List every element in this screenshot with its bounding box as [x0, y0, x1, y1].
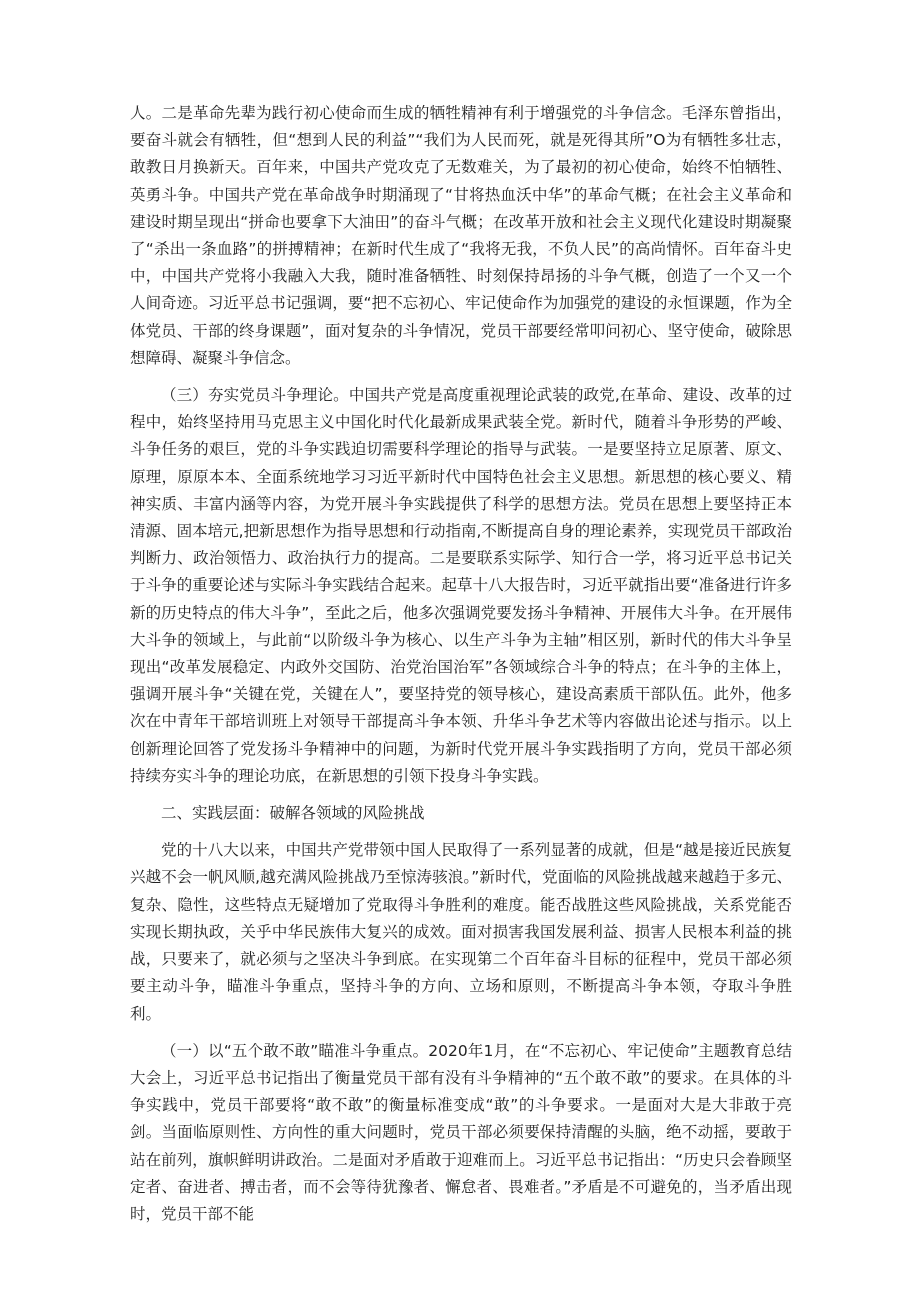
paragraph-risk-challenges: 党的十八大以来，中国共产党带领中国人民取得了一系列显著的成就，但是“越是接近民族复兴越不会一帆风顺,越充满风险挑战乃至惊涛骇浪。”新时代，党面临的风险挑战越来越趋于多元、复杂、隐性，这些特点无疑增加了党取得斗争胜利的难度。能否战胜这些风险挑战，关系党能否实现长期执政，关乎中华民族伟大复兴的成效。面对损害我国发展利益、损害人民根本利益的挑战，只要来了，就必须与之坚决斗争到底。在实现第二个百年奋斗目标的征程中，党员干部必须要主动斗争，瞄准斗争重点，坚持斗争的方向、立场和原则，不断提高斗争本领，夺取斗争胜利。 — [130, 841, 792, 1023]
paragraph-strengthen-theory: （三）夯实党员斗争理论。中国共产党是高度重视理论武装的政党,在革命、建设、改革的过程中，始终坚持用马克思主义中国化时代化最新成果武装全党。新时代，随着斗争形势的严峻、斗争任务的艰巨，党的斗争实践迫切需要科学理论的指导与武装。一是要坚持立足原著、原文、原理，原原本本、全面系统地学习习近平新时代中国特色社会主义思想。新思想的核心要义、精神实质、丰富内涵等内容，为党开展斗争实践提供了科学的思想方法。党员在思想上要坚持正本清源、固本培元,把新思想作为指导思想和行动指南,不断提高自身的理论素养，实现党员干部政治判断力、政治领悟力、政治执行力的提高。二是要联系实际学、知行合一学，将习近平总书记关于斗争的重要论述与实际斗争实践结合起来。起草十八大报告时，习近平就指出要“准备进行许多新的历史特点的伟大斗争”，至此之后，他多次强调党要发扬斗争精神、开展伟大斗争。在开展伟大斗争的领域上，与此前“以阶级斗争为核心、以生产斗争为主轴”相区别，新时代的伟大斗争呈现出“改革发展稳定、内政外交国防、治党治国治军”各领域综合斗争的特点；在斗争的主体上，强调开展斗争“关键在党，关键在人”，要坚持党的领导核心，建设高素质干部队伍。此外，他多次在中青年干部培训班上对领导干部提高斗争本领、升华斗争艺术等内容做出论述与指示。以上创新理论回答了党发扬斗争精神中的问题，为新时代党开展斗争实践指明了方向，党员干部必须持续夯实斗争的理论功底，在新思想的引领下投身斗争实践。 — [130, 386, 792, 785]
section-heading-practice: 二、实践层面：破解各领域的风险挑战 — [161, 804, 425, 823]
paragraph-five-dare: （一）以“五个敢不敢”瞄准斗争重点。2020年1月，在“不忘初心、牢记使命”主题教育总结大会上，习近平总书记指出了衡量党员干部有没有斗争精神的“五个敢不敢”的要求。在具体的斗争实践中，党员干部要将“敢不敢”的衡量标准变成“敢”的斗争要求。一是面对大是大非敢于亮剑。当面临原则性、方向性的重大问题时，党员干部必须要保持清醒的头脑，绝不动摇，要敢于站在前列，旗帜鲜明讲政治。二是面对矛盾敢于迎难而上。习近平总书记指出：“历史只会眷顾坚定者、奋进者、搏击者，而不会等待犹豫者、懈怠者、畏难者。”矛盾是不可避免的，当矛盾出现时，党员干部不能 — [130, 1041, 792, 1223]
paragraph-sacrifice-spirit: 人。二是革命先辈为践行初心使命而生成的牺牲精神有利于增强党的斗争信念。毛泽东曾指出，要奋斗就会有牺牲，但“想到人民的利益”“我们为人民而死，就是死得其所”O为有牺牲多壮志，敢教日月换新天。百年来，中国共产党攻克了无数难关，为了最初的初心使命，始终不怕牺牲、英勇斗争。中国共产党在革命战争时期涌现了“甘将热血沃中华”的革命气概；在社会主义革命和建设时期呈现出“拼命也要拿下大油田”的奋斗气概；在改革开放和社会主义现代化建设时期凝聚了“杀出一条血路”的拼搏精神；在新时代生成了“我将无我，不负人民”的高尚情怀。百年奋斗史中，中国共产党将小我融入大我，随时准备牺牲、时刻保持昂扬的斗争气概，创造了一个又一个人间奇迹。习近平总书记强调，要“把不忘初心、牢记使命作为加强党的建设的永恒课题，作为全体党员、干部的终身课题”，面对复杂的斗争情况，党员干部要经常叩问初心、坚守使命，破除思想障碍、凝聚斗争信念。 — [130, 104, 792, 367]
document-page — [130, 100, 792, 1238]
